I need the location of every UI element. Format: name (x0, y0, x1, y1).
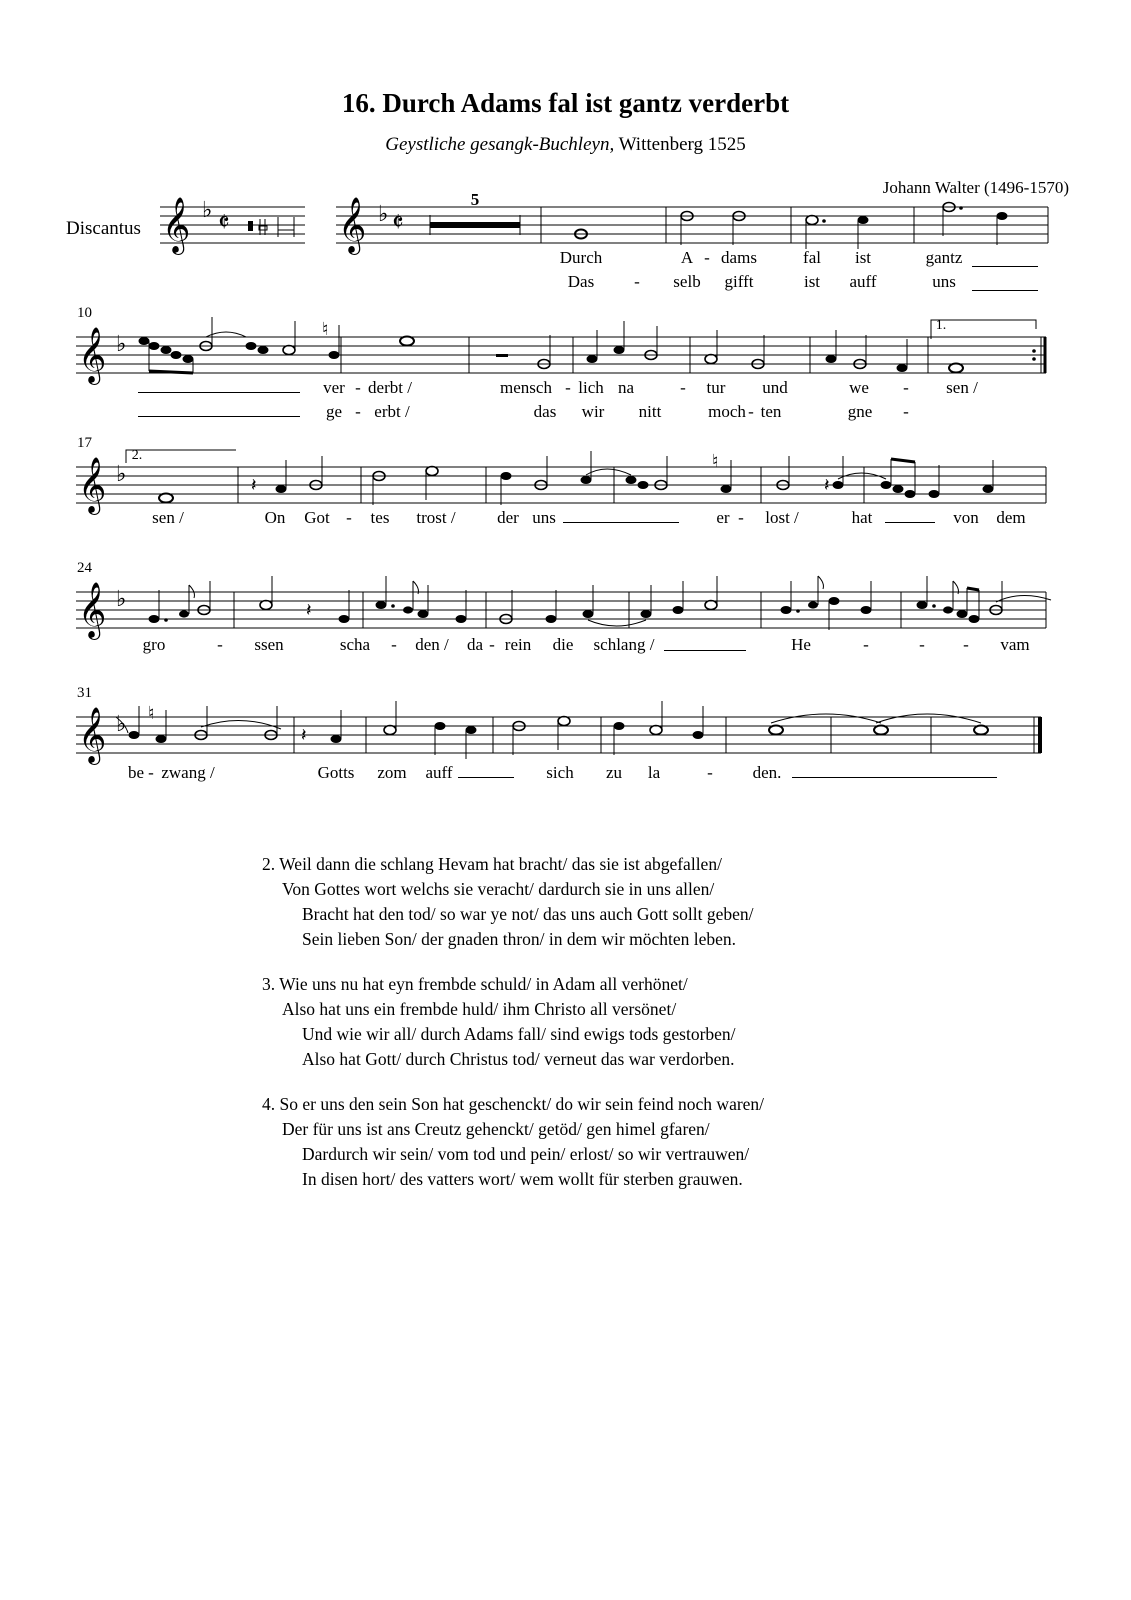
melisma-line (458, 777, 514, 778)
lyric-syllable: hat (851, 508, 873, 527)
lyric-syllable: auff (425, 763, 453, 782)
lyric-syllable: ist (854, 248, 872, 267)
source-title: Geystliche gesangk-Buchleyn, (385, 134, 615, 155)
verse-line: Also hat uns ein frembde huld/ ihm Christo all versönet/ (282, 999, 677, 1019)
lyric-syllable: A (680, 248, 694, 267)
melisma-line (138, 416, 300, 417)
lyric-hyphen: - (148, 763, 154, 782)
volta-2-label: 2. (131, 448, 143, 463)
verse-line: Also hat Gott/ durch Christus tod/ verneut das war verdorben. (302, 1049, 735, 1069)
lyric-syllable: ssen (254, 635, 284, 654)
lyric-syllable: On (264, 508, 286, 527)
multirest-count: 5 (470, 190, 480, 209)
lyric-syllable: sen / (152, 508, 184, 527)
lyric-syllable: den. (752, 763, 782, 782)
lyric-hyphen: - (355, 402, 361, 421)
svg-text:𝄞: 𝄞 (78, 582, 107, 638)
verse-line: 3. Wie uns nu hat eyn frembde schuld/ in Adam all verhönet/ (262, 974, 688, 994)
svg-text:𝄞: 𝄞 (78, 707, 107, 763)
lyric-syllable: gantz (925, 248, 963, 267)
verse-line: Von Gottes wort welchs sie veracht/ dardurch sie in uns allen/ (282, 879, 715, 899)
lyric-syllable: zwang / (161, 763, 215, 782)
lyric-syllable: tur (706, 378, 726, 397)
lyric-syllable: da (466, 635, 484, 654)
lyric-hyphen: - (704, 248, 710, 267)
svg-text:𝄵: 𝄵 (218, 208, 230, 238)
lyric-hyphen: - (565, 378, 571, 397)
lyric-syllable: fal (803, 248, 821, 267)
lyric-syllable: ten (760, 402, 782, 421)
lyric-syllable: und (762, 378, 788, 397)
svg-text:♭: ♭ (202, 198, 213, 223)
lyric-syllable: zom (377, 763, 407, 782)
part-name: Discantus (66, 218, 141, 239)
svg-text:♭: ♭ (116, 712, 127, 737)
lyric-syllable: der (497, 508, 519, 527)
source-line (0, 134, 1131, 156)
melisma-line (138, 392, 300, 393)
lyric-hyphen: - (346, 508, 352, 527)
svg-text:𝄽: 𝄽 (251, 475, 257, 496)
svg-text:♭: ♭ (116, 587, 127, 612)
lyric-syllable: na (617, 378, 635, 397)
composer: Johann Walter (1496-1570) (882, 178, 1069, 197)
lyric-syllable: uns (532, 508, 556, 527)
measure-number: 24 (77, 560, 92, 576)
lyric-syllable: sen / (946, 378, 978, 397)
melisma-line (792, 777, 997, 778)
svg-text:♮: ♮ (322, 319, 329, 340)
lyric-syllable: erbt / (374, 402, 410, 421)
verse-4 (262, 1092, 764, 1192)
verse-line: 2. Weil dann die schlang Hevam hat bracht/ das sie ist abgefallen/ (262, 854, 722, 874)
lyric-syllable: scha (339, 635, 371, 654)
lyric-hyphen: - (680, 378, 686, 397)
svg-text:♭: ♭ (116, 332, 127, 357)
svg-text:𝄞: 𝄞 (162, 197, 191, 253)
lyric-syllable: mensch (500, 378, 552, 397)
lyric-syllable: moch (708, 402, 746, 421)
lyric-syllable: tes (370, 508, 390, 527)
verse-line: Der für uns ist ans Creutz gehenckt/ getöd/ gen himel gfaren/ (282, 1119, 710, 1139)
melisma-line (885, 522, 935, 523)
measure-number: 17 (77, 435, 92, 451)
lyric-syllable: gifft (724, 272, 754, 291)
lyric-syllable: la (647, 763, 661, 782)
lyric-syllable: ist (803, 272, 821, 291)
lyric-hyphen: - (489, 635, 495, 654)
svg-text:𝄽: 𝄽 (824, 475, 830, 496)
lyric-syllable: sich (546, 763, 574, 782)
lyric-hyphen: - (391, 635, 397, 654)
lyric-syllable: rein (504, 635, 532, 654)
lyric-hyphen: - (863, 635, 869, 654)
source-place-year: Wittenberg 1525 (614, 134, 746, 155)
staff-system-3 (76, 451, 1051, 525)
svg-text:𝄽: 𝄽 (306, 600, 312, 621)
verse-2 (262, 852, 764, 952)
lyric-syllable: gne (847, 402, 873, 421)
verse-line: In disen hort/ des vatters wort/ wem wollt für sterben grauwen. (302, 1169, 743, 1189)
lyric-syllable: von (953, 508, 979, 527)
lyric-hyphen: - (634, 272, 640, 291)
measure-number: 10 (77, 305, 92, 321)
svg-text:𝄽: 𝄽 (301, 725, 307, 746)
lyric-syllable: trost / (416, 508, 456, 527)
additional-verses (262, 852, 764, 1212)
lyric-syllable: dem (996, 508, 1026, 527)
lyric-syllable: vam (1000, 635, 1030, 654)
verse-line: Sein lieben Son/ der gnaden thron/ in dem wir möchten leben. (302, 929, 736, 949)
verse-line: 4. So er uns den sein Son hat geschenckt/ do wir sein feind noch waren/ (262, 1094, 765, 1114)
lyric-hyphen: - (903, 378, 909, 397)
lyric-hyphen: - (355, 378, 361, 397)
lyric-syllable: lost / (765, 508, 799, 527)
lyric-syllable: die (552, 635, 574, 654)
measure-number: 31 (77, 685, 92, 701)
lyric-syllable: er (716, 508, 730, 527)
lyric-hyphen: - (738, 508, 744, 527)
lyric-syllable: selb (673, 272, 701, 291)
lyric-hyphen: - (707, 763, 713, 782)
lyric-syllable: ver (323, 378, 345, 397)
svg-text:♮: ♮ (148, 703, 155, 724)
melisma-line (664, 650, 746, 651)
lyric-syllable: gro (142, 635, 166, 654)
lyric-syllable: Durch (559, 248, 603, 267)
svg-text:𝄞: 𝄞 (78, 327, 107, 383)
lyric-syllable: wir (581, 402, 605, 421)
verse-line: Dardurch wir sein/ vom tod und pein/ erlost/ so wir vertrauwen/ (302, 1144, 750, 1164)
lyric-syllable: derbt / (368, 378, 412, 397)
lyric-hyphen: - (748, 402, 754, 421)
lyric-syllable: den / (415, 635, 449, 654)
lyric-syllable: Gotts (317, 763, 355, 782)
lyric-syllable: we (849, 378, 869, 397)
lyric-syllable: be (127, 763, 145, 782)
lyric-syllable: das (533, 402, 557, 421)
melisma-line (563, 522, 679, 523)
svg-text:♭: ♭ (378, 202, 389, 227)
verse-line: Und wie wir all/ durch Adams fall/ sind ewigs tods gestorben/ (302, 1024, 736, 1044)
lyric-hyphen: - (963, 635, 969, 654)
lyric-syllable: schlang / (593, 635, 655, 654)
lyric-hyphen: - (903, 402, 909, 421)
svg-text:𝄵: 𝄵 (392, 208, 404, 238)
melisma-line (972, 290, 1038, 291)
lyric-syllable: He (791, 635, 811, 654)
lyric-syllable: Das (567, 272, 595, 291)
lyric-syllable: ge (325, 402, 343, 421)
lyric-hyphen: - (919, 635, 925, 654)
lyric-syllable: dams (721, 248, 757, 267)
verse-3 (262, 972, 764, 1072)
lyric-syllable: zu (605, 763, 623, 782)
lyric-syllable: nitt (638, 402, 662, 421)
lyric-syllable: uns (932, 272, 956, 291)
volta-1-label: 1. (935, 318, 947, 333)
verse-line: Bracht hat den tod/ so war ye not/ das uns auch Gott sollt geben/ (302, 904, 754, 924)
svg-text:𝄞: 𝄞 (78, 457, 107, 513)
incipit-staff (160, 195, 310, 265)
lyric-hyphen: - (217, 635, 223, 654)
lyric-syllable: Got (304, 508, 330, 527)
lyric-syllable: auff (849, 272, 877, 291)
melisma-line (972, 266, 1038, 267)
svg-text:♮: ♮ (712, 451, 719, 472)
svg-text:♭: ♭ (116, 462, 127, 487)
svg-text:𝄞: 𝄞 (338, 197, 367, 253)
lyric-syllable: lich (578, 378, 604, 397)
page-title: 16. Durch Adams fal ist gantz verderbt (341, 88, 790, 118)
